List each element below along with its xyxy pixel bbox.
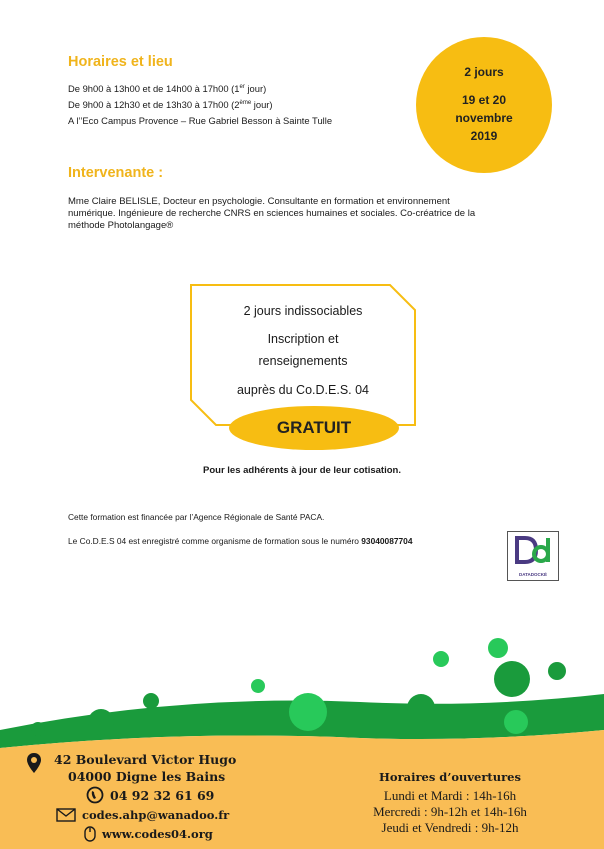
opening-hours-monday-tuesday: Lundi et Mardi : 14h-16h	[383, 788, 517, 803]
speaker-bio: Mme Claire BELISLE, Docteur en psychologie. Consultante en formation et environnement numérique. Ingénieure de recherche CNRS en sciences humaines et sociales. Co-créatrice de la méthode Photolangage®	[68, 196, 476, 231]
address-street: 42 Boulevard Victor Hugo	[54, 752, 237, 767]
opening-hours-title: Horaires d’ouvertures	[379, 770, 521, 784]
funding-note: Cette formation est financée par l’Agence Régionale de Santé PACA.	[68, 512, 325, 522]
email-address[interactable]: codes.ahp@wanadoo.fr	[82, 808, 230, 822]
speaker-title: Intervenante :	[68, 165, 164, 181]
schedule-day2: De 9h00 à 12h30 et de 13h30 à 17h00 (2ème jour)	[68, 99, 273, 110]
datadock-logo	[507, 531, 559, 581]
box-inscription-text: Inscription et	[267, 332, 339, 346]
address-city: 04000 Digne les Bains	[68, 769, 226, 784]
opening-hours-thursday-friday: Jeudi et Vendredi : 9h-12h	[381, 820, 519, 835]
box-codes-text: auprès du Co.D.E.S. 04	[236, 383, 370, 397]
date-label: 19 et 20 novembre 2019	[455, 93, 513, 143]
registration-number: 93040087704	[361, 536, 413, 546]
schedule-location: A l’’Eco Campus Provence – Rue Gabriel Besson à Sainte Tulle	[68, 115, 333, 126]
website-link[interactable]: www.codes04.org	[102, 827, 213, 841]
datadock-icon	[508, 532, 560, 572]
free-badge: GRATUIT	[229, 406, 399, 450]
members-note: Pour les adhérents à jour de leur cotisation.	[203, 465, 401, 476]
location-pin-icon	[26, 752, 42, 774]
opening-hours-wednesday: Mercredi : 9h-12h et 14h-16h	[373, 804, 527, 819]
duration-label: 2 jours	[464, 65, 504, 79]
schedule-title: Horaires et lieu	[68, 54, 173, 70]
email-icon	[56, 808, 76, 822]
mouse-icon	[82, 826, 98, 842]
phone-icon	[86, 786, 104, 804]
box-duration-text: 2 jours indissociables	[243, 304, 363, 318]
registration-box	[190, 284, 416, 426]
box-renseignements-text: renseignements	[258, 354, 348, 368]
datadock-label: DATADOCKÉ	[518, 572, 548, 577]
phone-number: 04 92 32 61 69	[110, 788, 215, 803]
date-circle	[416, 37, 552, 173]
schedule-day1: De 9h00 à 13h00 et de 14h00 à 17h00 (1er jour)	[68, 83, 267, 94]
registration-note: Le Co.D.E.S 04 est enregistré comme organisme de formation sous le numéro 93040087704	[68, 536, 413, 546]
